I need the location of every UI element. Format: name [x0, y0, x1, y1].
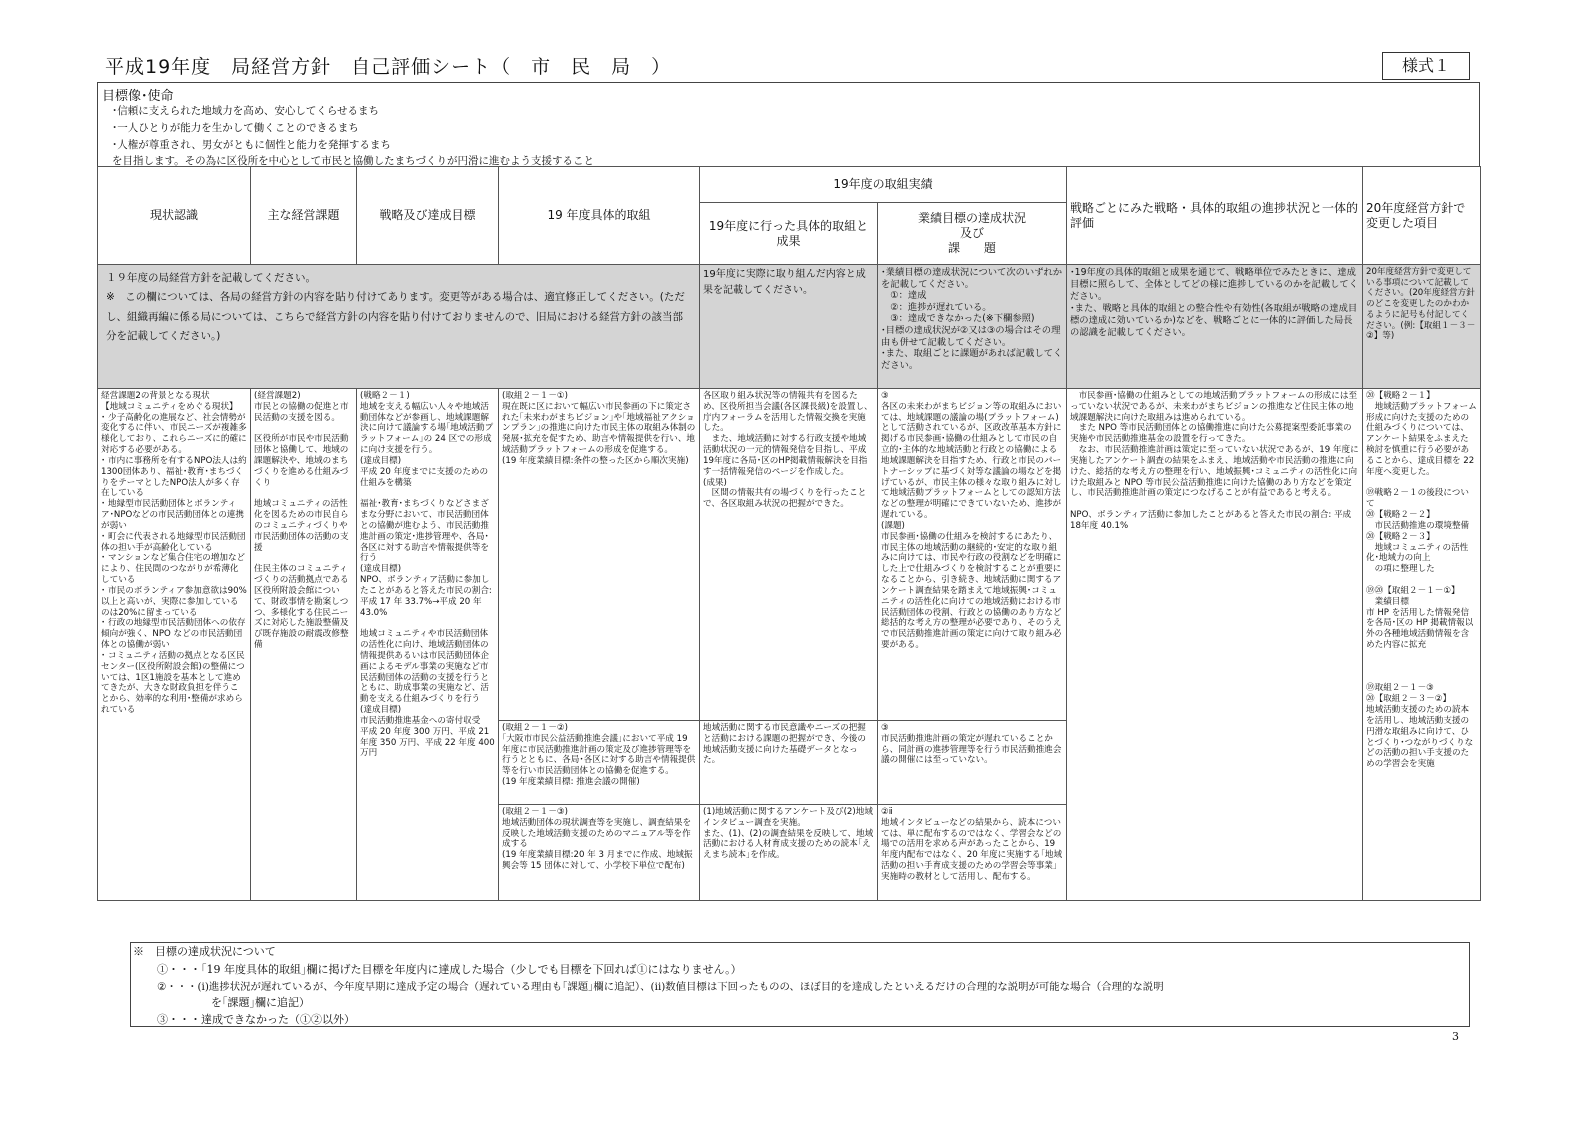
note-line: ①・・・｢19 年度具体的取組｣欄に掲げた目標を年度内に達成した場合（少しでも目標を下回れば①にはなりません。） — [157, 963, 742, 976]
header-changes: 20年度経営方針で変更した項目 — [1363, 167, 1481, 265]
achievement-cell-1: ③ 各区の未来わがまちビジョン等の取組みにおいては、地域課題の議論の場(プラットフォーム)として活動されているが、区政改革基本方針に掲げる市民参画･協働の仕組みとして市民の自立的･主体的な地域活動と行政との協働による地域課題解決を目指すため、行政と市民のパートナーシップに基づく対等な議論の場などを掲げているが、市民主体の様々な取り組みに対して地域活動プラットフォームとしての認知方法などの整理が明確にできていないため、進捗が遅れている。 (課題) 市民参画･協働の仕組みを検討するにあたり、市民主体の地域活動の継続的･安定的な取り組みに向けては、市民や行政の役割などを明確にした上で仕組みづくりを検討することが重要になることから、引き続き、地域活動に関するアンケート調査結果を踏まえて地域振興･コミュニティの活性化に向けての地域活動における市民活動団体の役割、行政との協働のあり方など総括的な考え方の整理が必要であり、そのうえで市民活動推進計画の策定に向けて取り組み必要がある。 — [878, 389, 1067, 721]
page-title: 平成19年度 局経営方針 自己評価シート（ 市 民 局 ） — [105, 56, 672, 78]
header-strategy: 戦略及び達成目標 — [357, 167, 499, 265]
result-cell-3: (1)地域活動に関するアンケート及び(2)地域インタビュー調査を実施。 また、(1)、(2)の調査結果を反映して、地域活動における人材育成支援のための読本｢ええまち読本｣を作成。 — [700, 805, 878, 901]
header-current-status: 現状認識 — [98, 167, 251, 265]
action-cell-2: (取組２－１－②) ｢大阪市市民公益活動推進会議｣において平成 19 年度に市民活動推進計画の策定及び進捗管理等を行うとともに、各局･各区に対する助言や情報提供等を行い市民活動団体との協働を促進する。 (19 年度業績目標: 推進会議の開催) — [499, 721, 700, 805]
header-evaluation: 戦略ごとにみた戦略・具体的取組の進捗状況と一体的評価 — [1067, 167, 1363, 265]
instruction-evaluation: ･19年度の具体的取組と成果を通じて、戦略単位でみたときに、達成目標に照らして、全体としてどの様に進捗しているのかを記載してください。 ･また、戦略と具体的取組との整合性や有効性(各取組が戦略の達成目標の達成に効いているか)などを、戦略ごとに一体的に評価した局長の認識を記載してください。 — [1067, 265, 1363, 389]
note-line: ③・・・達成できなかった（①②以外） — [157, 1013, 355, 1026]
instruction-changes: 20年度経営方針で変更している事項について記載してください。(20年度経営方針のどこを変更したのかわかるように記号も付記してください。(例:【取組１－３－②】等) — [1363, 265, 1481, 389]
current-status-cell: 経営課題2の背景となる現状 【地域コミュニティをめぐる現状】 ･ 少子高齢化の進展など、社会情勢が変化するに伴い、市民ニーズが複雑多様化しており、これらニーズに的確に対応する必要がある。 ･ 市内に事務所を有するNPO法人は約1300団体あり、福祉･教育･まちづくりをテーマとしたNPO法人が多く存在している ･ 地縁型市民活動団体とボランティア･NPOなどの市民活動団体との連携が弱い ･ 町会に代表される地縁型市民活動団体の担い手が高齢化している ･ マンションなど集合住宅の増加などにより、住民間のつながりが希薄化している ･ 市民のボランティア参加意欲は90%以上と高いが、実際に参加しているのは20%に留まっている ･ 行政の地縁型市民活動団体への依存傾向が強く、NPO などの市民活動団体との協働が弱い ･ コミュニティ活動の拠点となる区民センター(区役所附設会館)の整備については、1区1施設を基本として進めてきたが、大きな財政負担を伴うことから、効率的な利用･整備が求められている — [98, 389, 251, 901]
action-cell-3: (取組２－１－③) 地域活動団体の現状調査等を実施し、調査結果を反映した地域活動支援のためのマニュアル等を作成する (19 年度業績目標:20 年 3 月までに作成、地域振興会等 15 団体に対して、小学校下単位で配布) — [499, 805, 700, 901]
goal-line: を目指します。その為に区役所を中心として市民と協働したまちづくりが円滑に進むよう支援すること — [112, 155, 595, 167]
header-main-issues: 主な経営課題 — [251, 167, 357, 265]
goal-line: ･人権が尊重され、男女がともに個性と能力を発揮するまち — [112, 139, 391, 151]
header-achievement: 業績目標の達成状況 及び 課 題 — [878, 203, 1067, 265]
strategy-cell: (戦略２－１) 地域を支える幅広い人々や地域活動団体などが参画し、地域課題解決に向けて議論する場｢地域活動プラットフォーム｣の 24 区での形成に向け支援を行う。 (達成目標) 平成 20 年度までに支援のための仕組みを構築 福祉･教育･まちづくりなどさまざまな分野において、市民活動団体との協働が進むよう、市民活動推進計画の策定･進捗管理や、各局･各区に対する助言や情報提供等を行う (達成目標) NPO、ボランティア活動に参加したことがあると答えた市民の割合: 平成 17 年 33.7%→平成 20 年 43.0% 地域コミュニティや市民活動団体の活性化に向け、地域活動団体の情報提供あるいは市民活動団体企画によるモデル事業の実施など市民活動団体の活動の支援を行うとともに、助成事業の実施など、活動を支える仕組みづくりを行う (達成目標) 市民活動推進基金への寄付収受 平成 20 年度 300 万円、平成 21 年度 350 万円、平成 22 年度 400 万円 — [357, 389, 499, 901]
goals-heading: 目標像･使命 — [102, 89, 174, 104]
note-line: を｢課題｣欄に追記） — [211, 996, 310, 1009]
form-number-box: 様式１ — [1382, 52, 1470, 80]
note-line: ②・・・(ⅰ)進捗状況が遅れているが、今年度早期に達成予定の場合（遅れている理由も｢課題｣欄に追記）、(ⅱ)数値目標は下回ったものの、ほぼ目的を達成したといえるだけの合理的な説明が可能な場合（合理的な説明 — [157, 981, 1164, 993]
goals-section — [97, 82, 1480, 166]
header-actions-results: 19年度に行った具体的取組と成果 — [700, 203, 878, 265]
instruction-achievement: ･業績目標の達成状況について次のいずれかを記載してください。 ①：達成 ②：進捗が遅れている。 ③：達成できなかった(※下欄参照) ･目標の達成状況が②又は③の場合はその理由も併せて記載してください。 ･また、取組ごとに課題があれば記載してください。 — [878, 265, 1067, 389]
notes-box — [130, 942, 1470, 1027]
header-specific-actions: 19 年度具体的取組 — [499, 167, 700, 265]
goal-line: ･一人ひとりが能力を生かして働くことのできるまち — [112, 122, 359, 134]
changes-cell: ⑳【戦略２－１】 地域活動プラットフォーム形成に向けた支援のための仕組みづくりについては、アンケート結果をふまえた検討を慎重に行う必要があることから、達成目標を 22 年度へ変更した。 ⑲戦略２－１の後段について ⑳【戦略２－２】 市民活動推進の環境整備 ⑳【戦略２－３】 地域コミュニティの活性化･地域力の向上 の項に整理した ⑲⑳【取組２－１－①】 業績目標 市 HP を活用した情報発信を各局･区の HP 掲載情報以外の各種地域活動情報を含めた内容に拡充 ⑲取組２－１－③ ⑳【取組２－３－②】 地域活動支援のための読本を活用し、地域活動支援の円滑な取組みに向けて、ひとづくり･つながりづくりなどの活動の担い手支援のための学習会を実施 — [1363, 389, 1481, 901]
achievement-cell-2: ③ 市民活動推進計画の策定が遅れていることから、同計画の進捗管理等を行う市民活動推進会議の開催には至っていない。 — [878, 721, 1067, 805]
goal-line: ･信頼に支えられた地域力を高め、安心してくらせるまち — [112, 105, 380, 117]
result-cell-1: 各区取り組み状況等の情報共有を図るため、区役所担当会議(各区課長級)を設置し、庁内フォーラムを活用した情報交換を実施した。 また、地域活動に対する行政支援や地域活動状況の一元的情報発信を目指し、平成19年度に各局･区のHP掲載情報解決を目指す一括情報発信のページを作成した。 (成果) 区間の情報共有の場づくりを行ったことで、各区取組み状況の把握ができた。 — [700, 389, 878, 721]
notes-header: ※ 目標の達成状況について — [133, 945, 276, 958]
achievement-cell-3: ②ⅱ 地域インタビューなどの結果から、読本については、単に配布するのではなく、学習会などの場での活用を求める声があったことから、19 年度内配布ではなく、20 年度に実施する｢地域活動の担い手育成支援のための学習会等事業｣実施時の教材として活用し、配布する。 — [878, 805, 1067, 901]
evaluation-cell: 市民参画･協働の仕組みとしての地域活動プラットフォームの形成には至っていない状況であるが、未来わがまちビジョンの推進など住民主体の地域課題解決に向けた取組みは進められている。 また NPO 等市民活動団体との協働推進に向けた公募提案型委託事業の実施や市民活動推進基金の設置を行ってきた。 なお、市民活動推進計画は策定に至っていない状況であるが、19 年度に実施したアンケート調査の結果をふまえ、地域活動や市民活動の推進に向けた、総括的な考え方の整理を行い、地域振興･コミュニティの活性化に向けた取組みと NPO 等市民公益活動推進に向けた協働のあり方などを策定し、市民活動推進計画の策定につなげることが有益であると考える。 NPO、ボランティア活動に参加したことがあると答えた市民の割合: 平成18年度 40.1% — [1067, 389, 1363, 901]
header-results-group: 19年度の取組実績 — [700, 167, 1067, 203]
instruction-actions: 19年度に実際に取り組んだ内容と成果を記載してください。 — [700, 265, 878, 389]
page-number: 3 — [1452, 1030, 1459, 1043]
action-cell-1: (取組２－１－①) 現在既に区において幅広い市民参画の下に策定された｢未来わがまちビジョン｣や｢地域福祉アクションプラン｣の推進に向けた市民主体の取組み体制の発展･拡充を促すため、助言や情報提供を行い、地域活動プラットフォームの形成を促進する。 (19 年度業績目標:条件の整った区から順次実施) — [499, 389, 700, 721]
instruction-left: １９年度の局経営方針を記載してください。 ※ この欄については、各局の経営方針の内容を貼り付けてあります。変更等がある場合は、適宜修正してください。(ただし、組織再編に係る局については、こちらで経営方針の内容を貼り付けておりませんので、旧局における経営方針の該当部分を記載してください。) — [98, 265, 700, 389]
evaluation-table — [97, 166, 1481, 901]
result-cell-2: 地域活動に関する市民意識やニーズの把握と活動における課題の把握ができ、今後の地域活動支援に向けた基礎データとなった。 — [700, 721, 878, 805]
main-issues-cell: (経営課題2) 市民との協働の促進と市民活動の支援を図る。 区役所が市民や市民活動団体と協働して、地域の課題解決や、地域のまちづくりを進める仕組みづくり 地域コミュニティの活性化を図るための市民自らのコミュニティづくりや市民活動団体の活動の支援 住民主体のコミュニティづくりの活動拠点である区役所附設会館について、財政事情を勘案しつつ、多様化する住民ニーズに対応した施設整備及び既存施設の耐震改修整備 — [251, 389, 357, 901]
